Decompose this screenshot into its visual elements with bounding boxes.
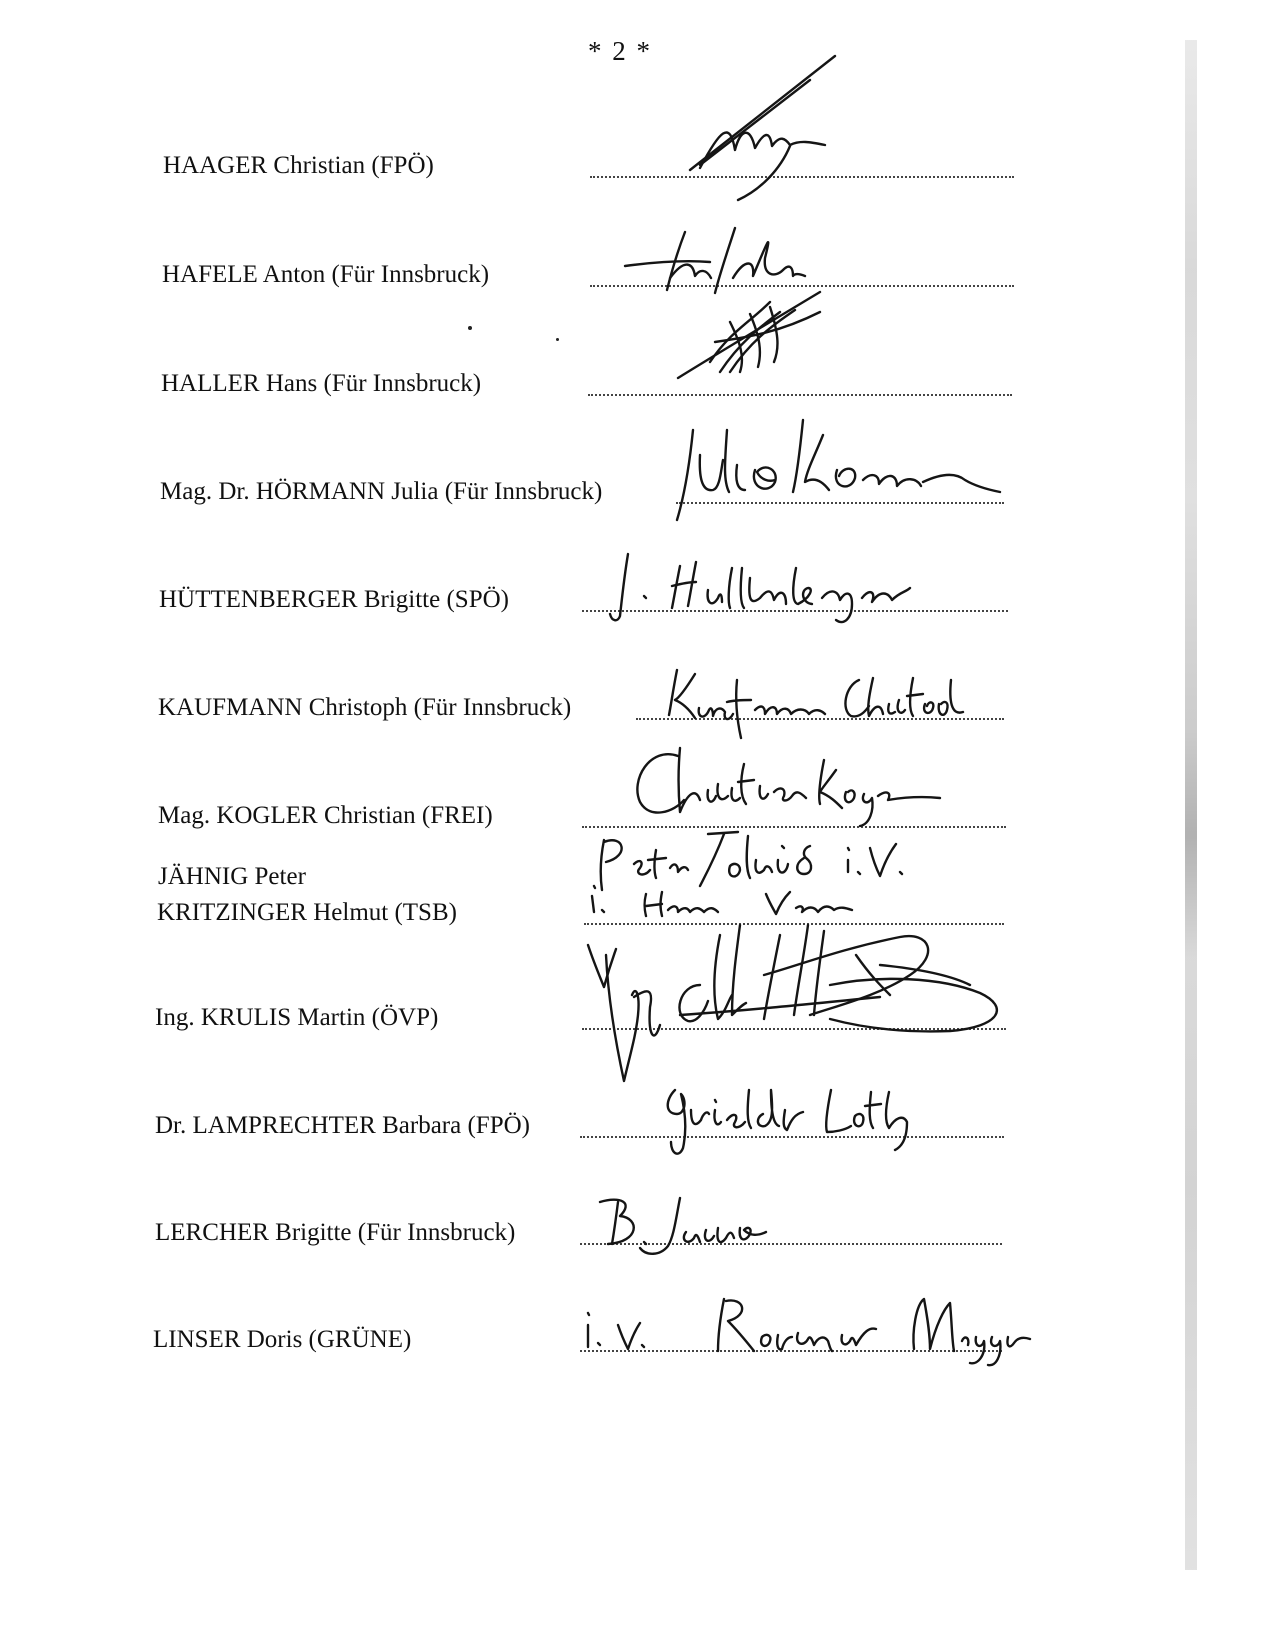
signature-line (590, 285, 1014, 287)
signatory-name-kritzinger: KRITZINGER Helmut (TSB) (157, 899, 457, 926)
signature-line (582, 1028, 1006, 1030)
signature-line (582, 610, 1008, 612)
signature-line (590, 176, 1014, 178)
signature-row-krulis (0, 970, 1275, 1030)
signature-line (580, 1243, 1002, 1245)
signature-row-huettenberger (0, 552, 1275, 612)
scan-speck (468, 326, 472, 330)
signature-row-haller (0, 336, 1275, 396)
signature-row-lamprechter (0, 1078, 1275, 1138)
signature-line (676, 502, 1004, 504)
signature-row-kogler (0, 768, 1275, 828)
signature-line (584, 923, 1004, 925)
signature-row-hoermann (0, 444, 1275, 504)
signature-line (636, 718, 1004, 720)
signature-line (580, 1350, 1002, 1352)
signatory-name: Mag. Dr. HÖRMANN Julia (Für Innsbruck) (160, 478, 603, 505)
signature-row-haager (0, 118, 1275, 178)
signatory-name: KAUFMANN Christoph (Für Innsbruck) (158, 694, 572, 721)
signature-line (588, 394, 1012, 396)
signatory-name: HÜTTENBERGER Brigitte (SPÖ) (159, 586, 509, 613)
page-number: * 2 * (588, 36, 652, 66)
signature-line (580, 1136, 1004, 1138)
signatory-name: HAFELE Anton (Für Innsbruck) (162, 261, 490, 288)
signatory-name: Mag. KOGLER Christian (FREI) (158, 802, 493, 829)
signature-line (582, 826, 1006, 828)
signatory-name: Dr. LAMPRECHTER Barbara (FPÖ) (155, 1112, 530, 1139)
signature-row-hafele (0, 227, 1275, 287)
signature-row-linser (0, 1292, 1275, 1352)
signatory-name: Ing. KRULIS Martin (ÖVP) (155, 1004, 439, 1031)
signatory-name: LERCHER Brigitte (Für Innsbruck) (155, 1219, 516, 1246)
signature-row-jaehnig-kritzinger (0, 850, 1275, 925)
signature-row-lercher (0, 1185, 1275, 1245)
signatory-name-jaehnig: JÄHNIG Peter (158, 863, 306, 890)
signatory-name: HAAGER Christian (FPÖ) (163, 152, 434, 179)
signatory-name: HALLER Hans (Für Innsbruck) (161, 370, 482, 397)
signatory-name: LINSER Doris (GRÜNE) (153, 1326, 412, 1353)
signature-row-kaufmann (0, 660, 1275, 720)
